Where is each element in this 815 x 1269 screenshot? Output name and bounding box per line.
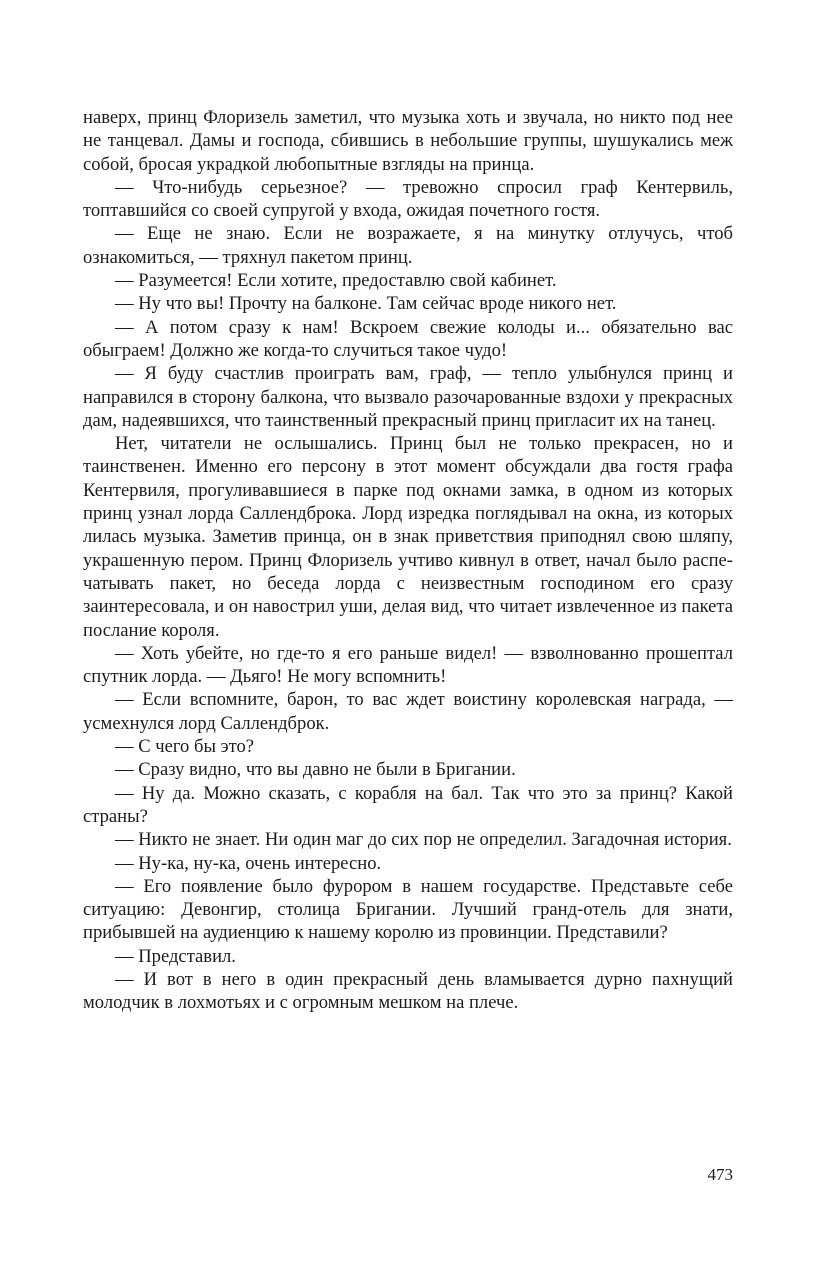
paragraph-5: — Ну что вы! Прочту на балконе. Там сейчас вроде никого нет.	[115, 293, 617, 315]
paragraph-6: — А потом сразу к нам! Вскроем свежие колоды и... обязательно вас обыграем! Должно же когда-то случиться такое чудо!	[83, 316, 733, 361]
paragraph-17: — Представил.	[115, 945, 236, 967]
paragraph-14: — Никто не знает. Ни один маг до сих пор не определил. Загадочная история.	[115, 829, 732, 851]
paragraph-11: — С чего бы это?	[115, 736, 255, 758]
page-body-text	[83, 106, 733, 1015]
paragraph-10: — Если вспомните, барон, то вас ждет воистину королевская награда, — усмехнулся лорд Саллендброк.	[83, 689, 733, 734]
paragraph-15: — Ну-ка, ну-ка, очень интересно.	[115, 852, 382, 874]
page-number: 473	[707, 1165, 733, 1184]
paragraph-8: Нет, читатели не ослышались. Принц был не только прекрасен, но и таинственен. Именно его персону в этот момент обсуждали два гостя графа Кентервиля, прогуливавшиеся в парке под окнами замка, в одном из которых принц узнал лорда Саллендброка. Лорд изредка поглядывал на окна, из которых лилась музыка. Заметив принца, он в знак приветствия приподнял свою шляпу, украшенную пером. Принц Флоризель учтиво кивнул в ответ, начал было распечатывать пакет, но беседа лорда с неизвестным господином его сразу заинтересовала, и он навострил уши, делая вид, что читает извлеченное из пакета послание короля.	[83, 433, 733, 641]
paragraph-1: наверх, принц Флоризель заметил, что музыка хоть и звучала, но никто под нее не танцевал. Дамы и господа, сбившись в небольшие группы, шушукались меж собой, бросая украдкой любопытные взгляды на принца.	[83, 107, 733, 175]
paragraph-18: — И вот в него в один прекрасный день вламывается дурно пахнущий молодчик в лохмотьях и с огромным мешком на плече.	[83, 968, 733, 1014]
paragraph-7: — Я буду счастлив проиграть вам, граф, — тепло улыбнулся принц и направился в сторону балкона, что вызвало разочарованные вздохи у прекрасных дам, надеявшихся, что таинственный прекрасный принц пригласит их на танец.	[83, 363, 733, 431]
paragraph-3: — Еще не знаю. Если не возражаете, я на минутку отлучусь, чтоб ознакомиться, — тряхнул пакетом принц.	[83, 223, 733, 268]
paragraph-2: — Что-нибудь серьезное? — тревожно спросил граф Кентервиль, топтавшийся со своей супругой у входа, ожидая почетного гостя.	[83, 176, 733, 222]
paragraph-9: — Хоть убейте, но где-то я его раньше видел! — взволнованно прошептал спутник лорда. — Дьяго! Не могу вспомнить!	[83, 642, 733, 688]
paragraph-4: — Разумеется! Если хотите, предоставлю свой кабинет.	[115, 270, 557, 292]
paragraph-16: — Его появление было фурором в нашем государстве. Представьте себе ситуацию: Девонгир, столица Бригании. Лучший гранд-отель для знати, прибывшей на аудиенцию к нашему королю из провинции. Представили?	[83, 875, 733, 944]
paragraph-12: — Сразу видно, что вы давно не были в Бригании.	[115, 759, 516, 781]
paragraph-13: — Ну да. Можно сказать, с корабля на бал. Так что это за принц? Какой страны?	[83, 782, 733, 827]
